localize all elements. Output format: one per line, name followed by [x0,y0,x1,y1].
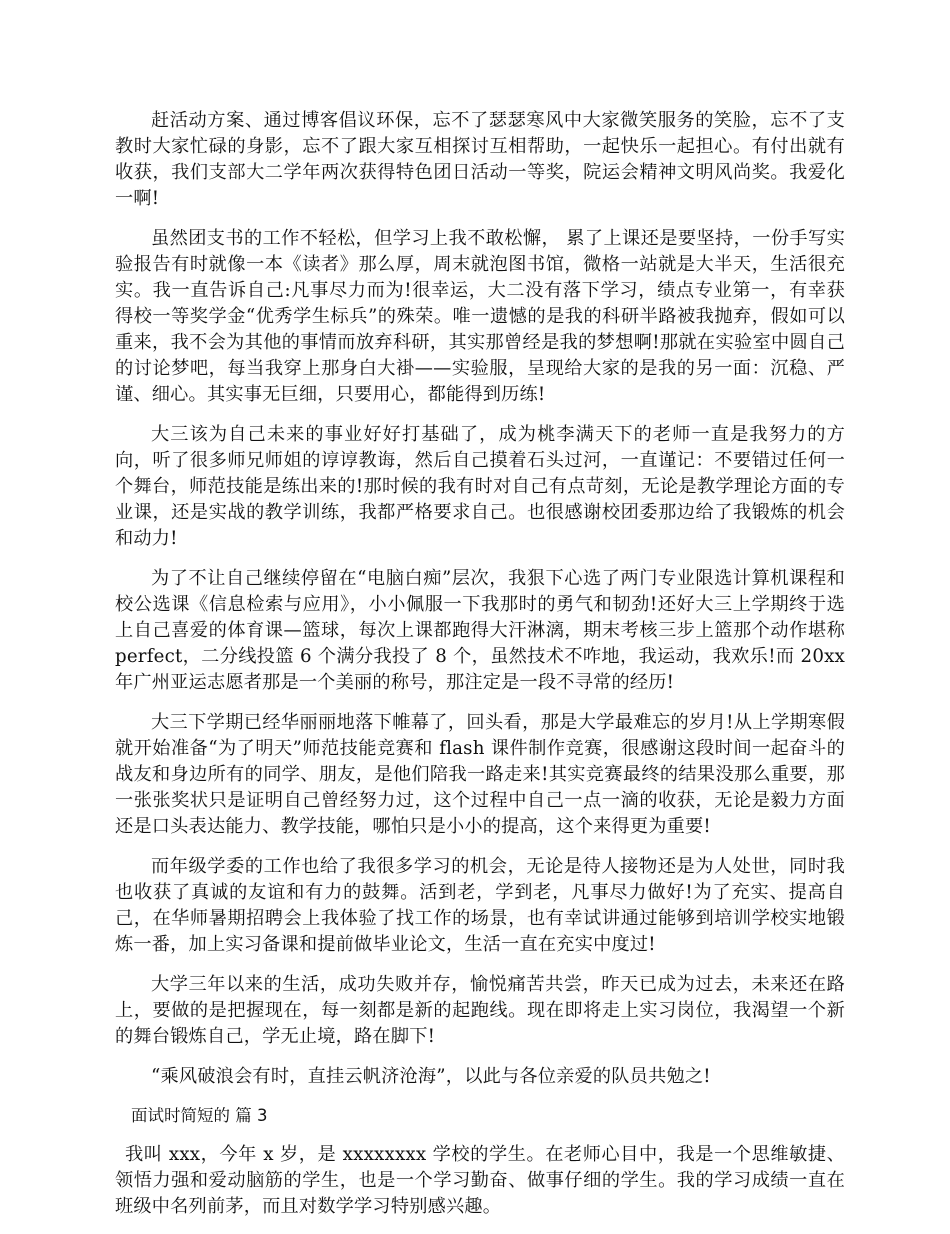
paragraph-final: 我叫 xxx，今年 x 岁，是 xxxxxxxx 学校的学生。在老师心目中，我是一个思维敏捷、领悟力强和爱动脑筋的学生，也是一个学习勤奋、做事仔细的学生。我的学习成绩一直在班级中名列前茅，而且对数学学习特别感兴趣。 [115,1144,845,1217]
paragraph-7: 大学三年以来的生活，成功失败并存，愉悦痛苦共尝，昨天已成为过去，未来还在路上，要做的是把握现在，每一刻都是新的起跑线。现在即将走上实习岗位，我渴望一个新的舞台锻炼自己，学无止境，路在脚下! [115,974,845,1047]
paragraph-6: 而年级学委的工作也给了我很多学习的机会，无论是待人接物还是为人处世，同时我也收获了真诚的友谊和有力的鼓舞。活到老，学到老，凡事尽力做好!为了充实、提高自己，在华师暑期招聘会上我体验了找工作的场景，也有幸试讲通过能够到培训学校实地锻炼一番，加上实习备课和提前做毕业论文，生活一直在充实中度过! [115,856,845,955]
paragraph-8: “乘风破浪会有时，直挂云帆济沧海”，以此与各位亲爱的队员共勉之! [151,1066,711,1087]
paragraph-2: 虽然团支书的工作不轻松，但学习上我不敢松懈， 累了上课还是要坚持，一份手写实验报告有时就像一本《读者》那么厚，周末就泡图书馆，微格一站就是大半天，生活很充实。我一直告诉自己:凡事尽力而为!很幸运，大二没有落下学习，绩点专业第一，有幸获得校一等奖学金“优秀学生标兵”的殊荣。唯一遗憾的是我的科研半路被我抛弃，假如可以重来，我不会为其他的事情而放弃科研，其实那曾经是我的梦想啊!那就在实验室中圆自己的讨论梦吧，每当我穿上那身白大褂——实验服，呈现给大家的是我的另一面：沉稳、严谨、细心。其实事无巨细，只要用心，都能得到历练! [115,228,845,405]
paragraph-3: 大三该为自己未来的事业好好打基础了，成为桃李满天下的老师一直是我努力的方向，听了很多师兄师姐的谆谆教诲，然后自己摸着石头过河，一直谨记：不要错过任何一个舞台，师范技能是练出来的!那时候的我有时对自己有点苛刻，无论是教学理论方面的专业课，还是实战的教学训练，我都严格要求自己。也很感谢校团委那边给了我锻炼的机会和动力! [115,424,845,549]
paragraph-1: 赶活动方案、通过博客倡议环保，忘不了瑟瑟寒风中大家微笑服务的笑脸，忘不了支教时大家忙碌的身影，忘不了跟大家互相探讨互相帮助，一起快乐一起担心。有付出就有收获，我们支部大二学年两次获得特色团日活动一等奖，院运会精神文明风尚奖。我爱化一啊! [115,110,845,209]
paragraph-4: 为了不让自己继续停留在“电脑白痴”层次，我狠下心选了两门专业限选计算机课程和校公选课《信息检索与应用》，小小佩服一下我那时的勇气和韧劲!还好大三上学期终于选上自己喜爱的体育课—篮球，每次上课都跑得大汗淋漓，期末考核三步上篮那个动作堪称 perfect，二分线投篮 6 个满分我投了 8 个，虽然技术不咋地，我运动，我欢乐!而 20xx 年广州亚运志愿者那是一个美丽的称号，那注定是一段不寻常的经历! [115,568,845,693]
section-heading: 面试时简短的 篇 3 [131,1106,268,1125]
paragraph-5: 大三下学期已经华丽丽地落下帷幕了，回头看，那是大学最难忘的岁月!从上学期寒假就开始准备“为了明天”师范技能竞赛和 flash 课件制作竞赛，很感谢这段时间一起奋斗的战友和身边所有的同学、朋友，是他们陪我一路走来!其实竞赛最终的结果没那么重要，那一张张奖状只是证明自己曾经努力过，这个过程中自己一点一滴的收获，无论是毅力方面还是口头表达能力、教学技能，哪怕只是小小的提高，这个来得更为重要! [115,712,845,837]
document-body [115,108,845,1234]
